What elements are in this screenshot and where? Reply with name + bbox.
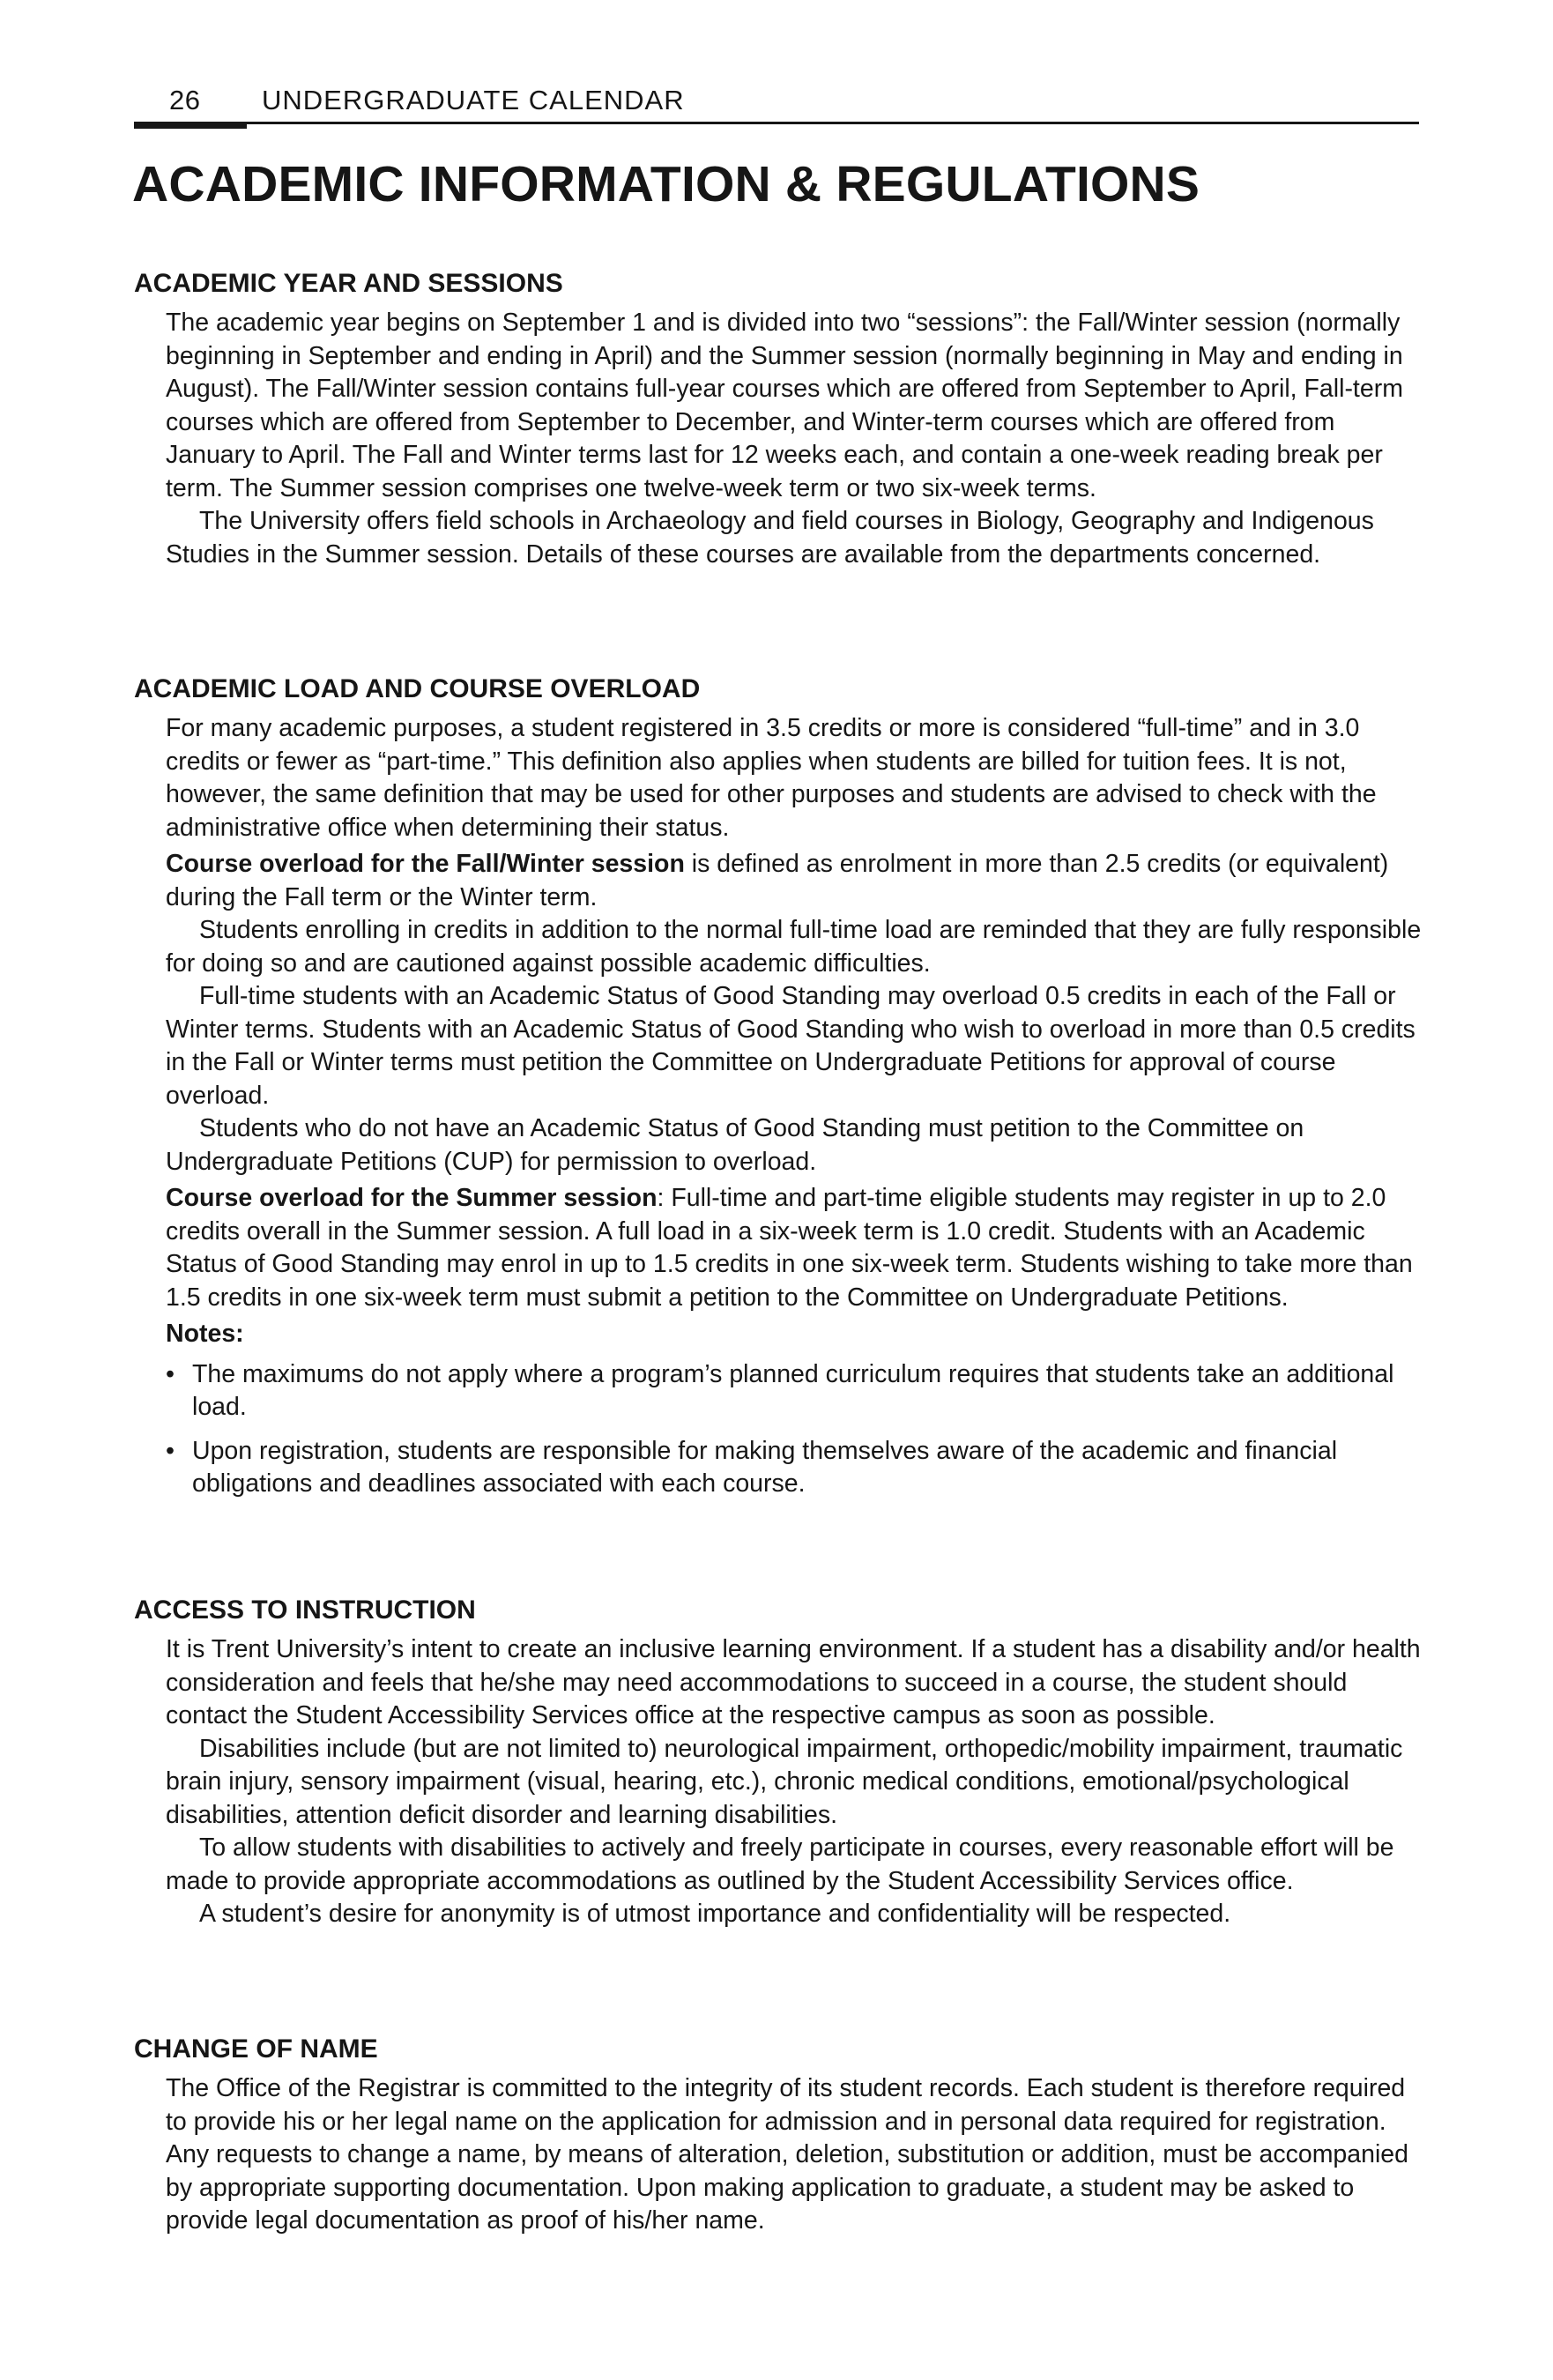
note-item: [166, 1358, 1426, 1424]
section-heading-academic-year: ACADEMIC YEAR AND SESSIONS: [134, 269, 563, 298]
paragraph: Students who do not have an Academic Status of Good Standing must petition to the Committee on Undergraduate Petitions (CUP) for permission to overload.: [166, 1114, 1304, 1176]
section-heading-access-to-instruction: ACCESS TO INSTRUCTION: [134, 1595, 476, 1625]
running-header: [134, 78, 1419, 122]
page-number: 26: [169, 85, 201, 115]
note-text: Upon registration, students are responsible for making themselves aware of the academic and financial obligations and deadlines associated with each course.: [192, 1436, 1338, 1498]
summer-overload-label: Course overload for the Summer session: [166, 1184, 658, 1212]
paragraph: Disabilities include (but are not limited to) neurological impairment, orthopedic/mobility impairment, traumatic brain injury, sensory impairment (visual, hearing, etc.), chronic medical conditions, emotional/psychological disabilities, attention deficit disorder and learning disabilities.: [166, 1734, 1403, 1829]
summer-overload-text: : Full-time and part-time eligible students may register in up to 2.0 credits overall in the Summer session. A full load in a six-week term is 1.0 credit. Students with an Academic Status of Good Standing may enrol in up to 1.5 credits in one six-week term. Students wishing to take more than 1.5 credits in one six-week term must submit a petition to the Committee on Undergraduate Petitions.: [166, 1184, 1413, 1312]
fall-winter-overload-paragraph: [166, 848, 1426, 914]
bullet-icon: •: [166, 1359, 175, 1388]
fall-winter-overload-label: Course overload for the Fall/Winter session: [166, 850, 685, 878]
bullet-icon: •: [166, 1436, 175, 1465]
paragraph: The academic year begins on September 1 and is divided into two “sessions”: the Fall/Winter session (normally beginning in September and ending in April) and the Summer session (normally beginning in May and ending in August). The Fall/Winter session contains full-year courses which are offered from September to April, Fall-term courses which are offered from September to December, and Winter-term courses which are offered from January to April. The Fall and Winter terms last for 12 weeks each, and contain a one-week reading break per term. The Summer session comprises one twelve-week term or two six-week terms.: [166, 309, 1403, 502]
header-rule: [247, 122, 1419, 124]
paragraph: To allow students with disabilities to actively and freely participate in courses, every reasonable effort will be made to provide appropriate accommodations as outlined by the Student Accessibility Services office.: [166, 1833, 1394, 1895]
paragraph: A student’s desire for anonymity is of utmost importance and confidentiality will be respected.: [199, 1900, 1231, 1928]
summer-overload-paragraph: [166, 1182, 1426, 1314]
running-title: UNDERGRADUATE CALENDAR: [262, 85, 685, 115]
section-body-access-to-instruction: [166, 1633, 1426, 1931]
section-body-academic-year: [166, 307, 1426, 571]
paragraph: For many academic purposes, a student registered in 3.5 credits or more is considered “full-time” and in 3.0 credits or fewer as “part-time.” This definition also applies when students are billed for tuition fees. It is not, however, the same definition that may be used for other purposes and students are advised to check with the administrative office when determining their status.: [166, 714, 1377, 842]
paragraph: Students enrolling in credits in addition to the normal full-time load are reminded that they are fully responsible for doing so and are cautioned against possible academic difficulties.: [166, 916, 1422, 978]
paragraph: The Office of the Registrar is committed to the integrity of its student records. Each student is therefore required to provide his or her legal name on the application for admission and in personal data required for registration. Any requests to change a name, by means of alteration, deletion, substitution or addition, must be accompanied by appropriate supporting documentation. Upon making application to graduate, a student may be asked to provide legal documentation as proof of his/her name.: [166, 2074, 1409, 2235]
section-body-academic-load: [166, 712, 1426, 1512]
paragraph: The University offers field schools in Archaeology and field courses in Biology, Geography and Indigenous Studies in the Summer session. Details of these courses are available from the departments concerned.: [166, 507, 1374, 569]
paragraph: Full-time students with an Academic Status of Good Standing may overload 0.5 credits in each of the Fall or Winter terms. Students with an Academic Status of Good Standing who wish to overload in more than 0.5 credits in the Fall or Winter terms must petition the Committee on Undergraduate Petitions for approval of course overload.: [166, 982, 1416, 1110]
section-heading-academic-load: ACADEMIC LOAD AND COURSE OVERLOAD: [134, 674, 701, 703]
note-item: [166, 1435, 1426, 1501]
paragraph: It is Trent University’s intent to create an inclusive learning environment. If a student has a disability and/or health consideration and feels that he/she may need accommodations to succeed in a course, the student should contact the Student Accessibility Services office at the respective campus as soon as possible.: [166, 1635, 1421, 1729]
section-heading-change-of-name: CHANGE OF NAME: [134, 2034, 378, 2064]
fall-winter-overload-text: is defined as enrolment in more than 2.5 credits (or equivalent) during the Fall term or the Winter term.: [166, 850, 1389, 911]
section-body-change-of-name: [166, 2072, 1426, 2238]
note-text: The maximums do not apply where a program’s planned curriculum requires that students take an additional load.: [192, 1359, 1394, 1421]
header-rule-thick: [134, 122, 247, 129]
page-title: ACADEMIC INFORMATION & REGULATIONS: [132, 156, 1200, 212]
notes-label: Notes:: [166, 1320, 244, 1348]
